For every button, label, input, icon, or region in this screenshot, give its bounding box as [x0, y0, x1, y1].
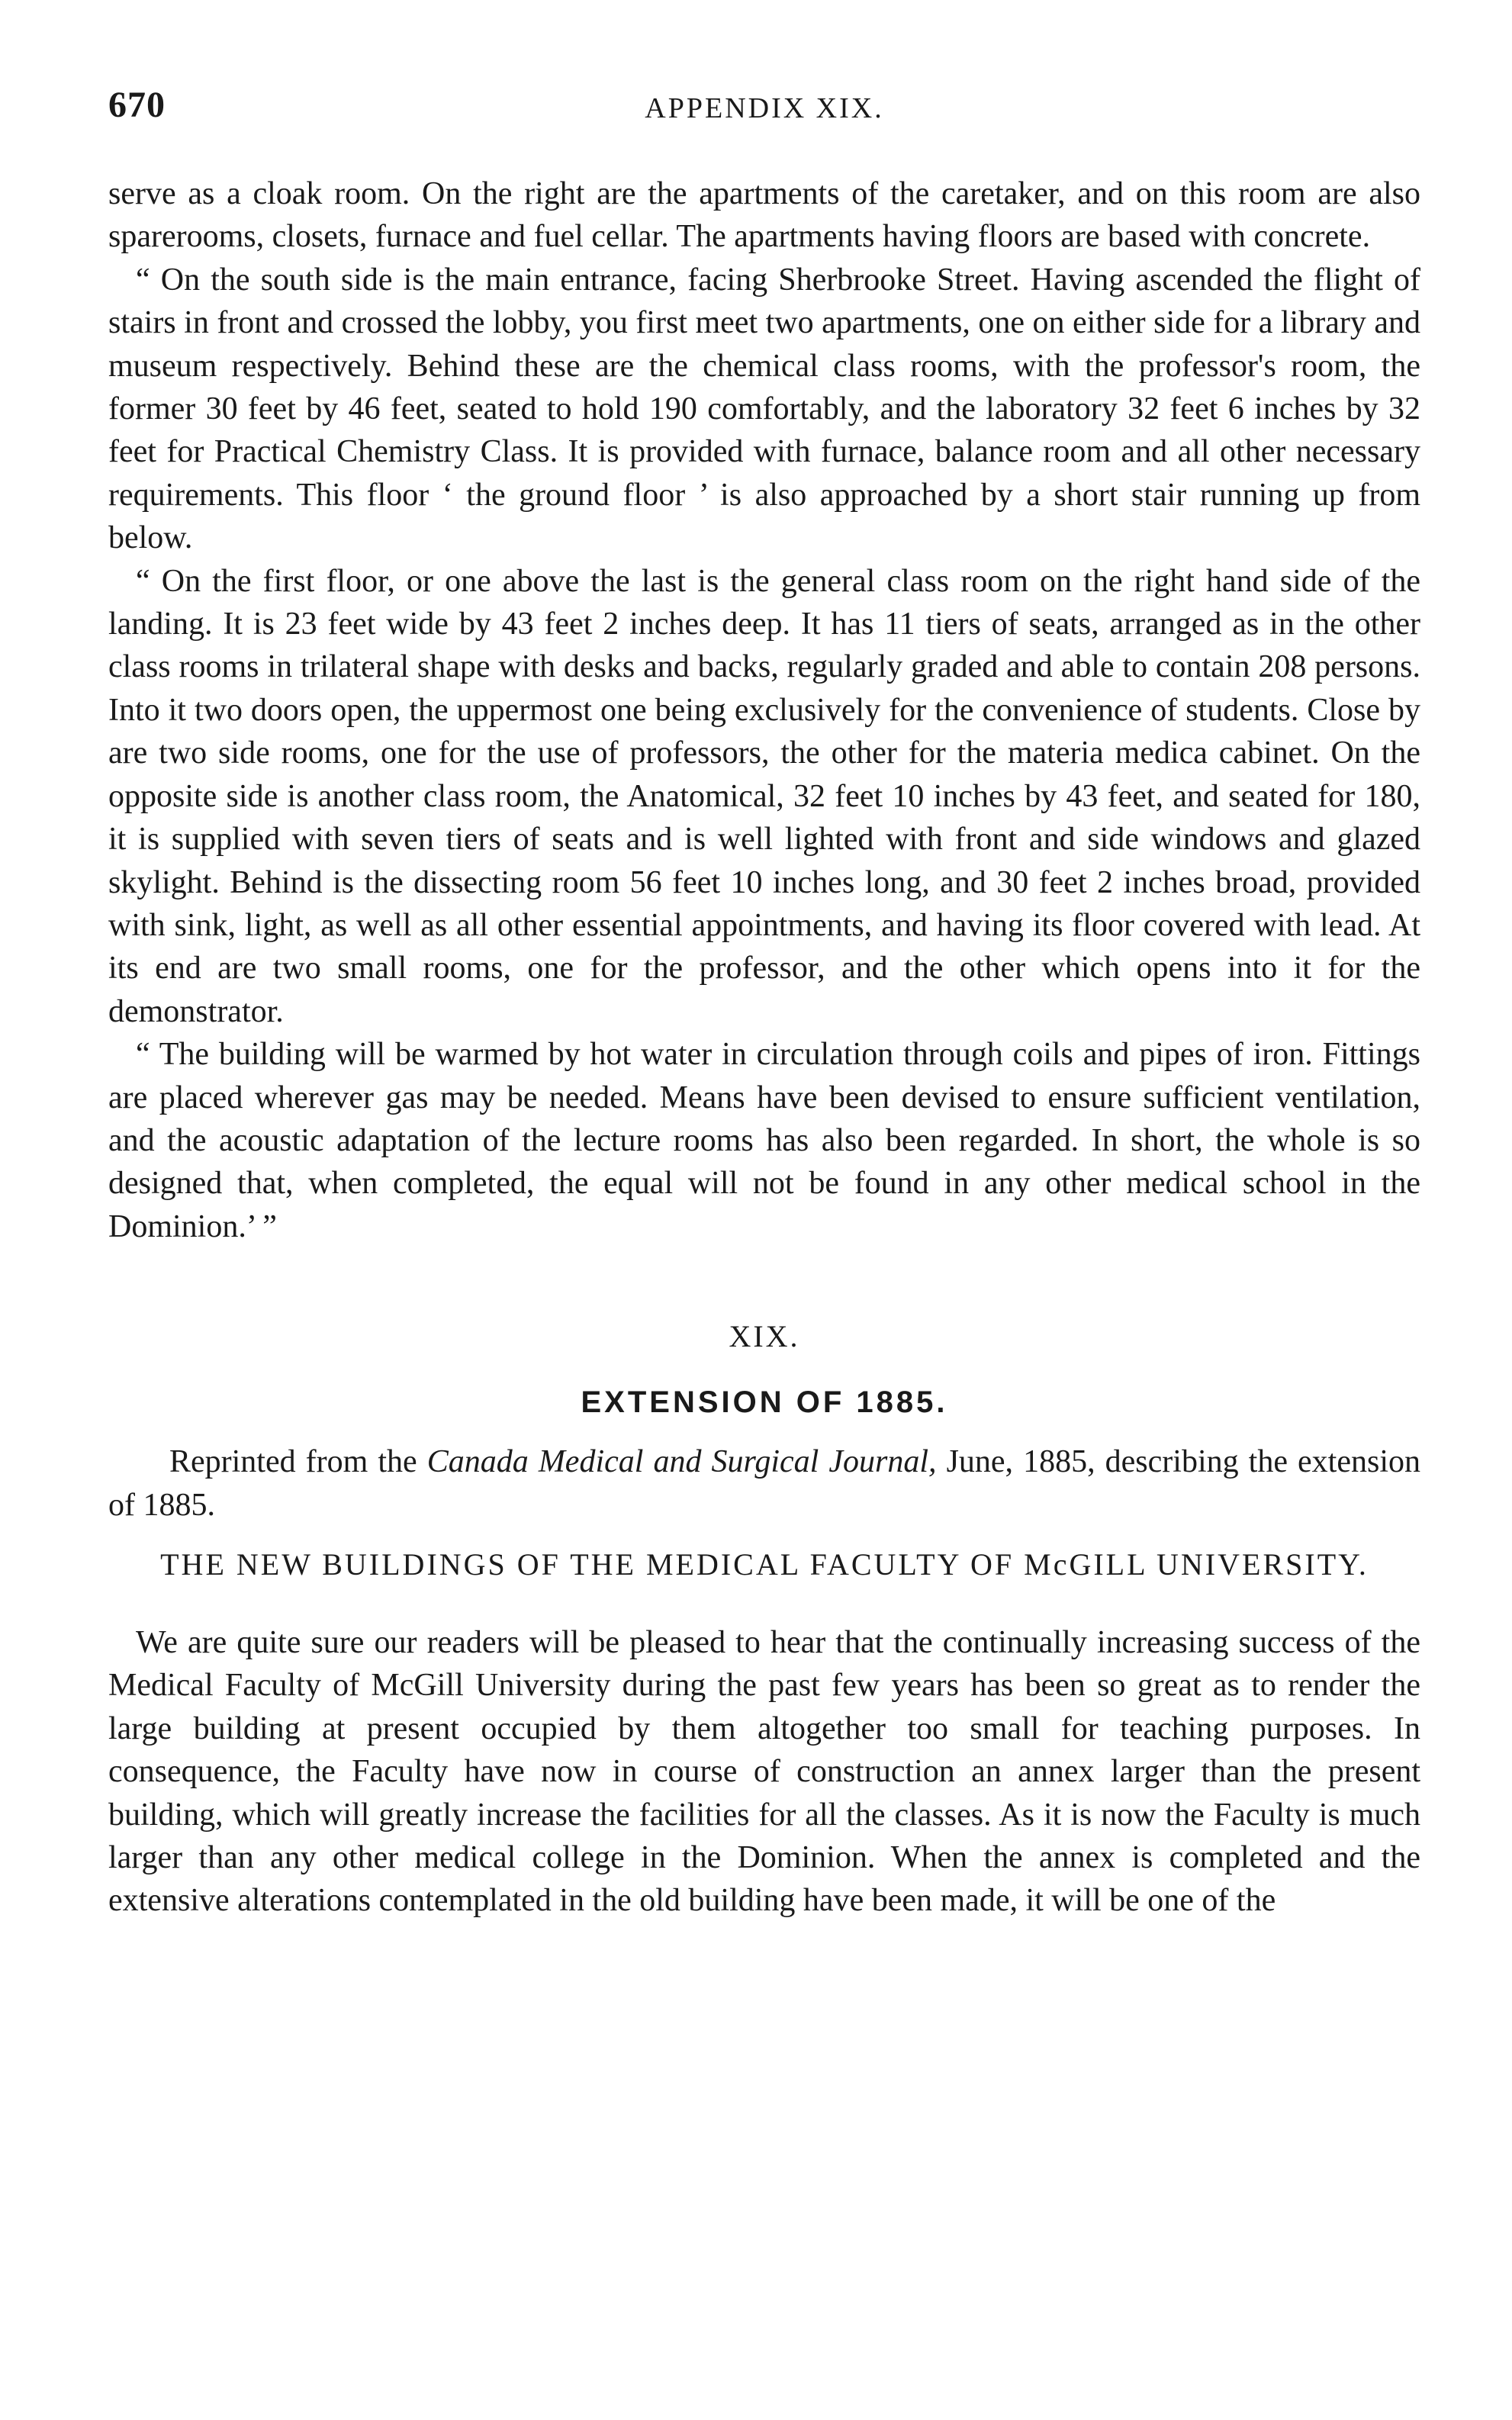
paragraph-first-floor: “ On the first floor, or one above the last is the general class room on the right hand side of the landing. It is 23 feet wide by 43 feet 2 inches deep. It has 11 tiers of seats, arranged as in the other class rooms in trilateral shape with desks and backs, regularly graded and able to contain 208 persons. Into it two doors open, the uppermost one being exclusively for the convenience of students. Close by are two side rooms, one for the use of professors, the other for the materia medica cabinet. On the opposite side is another class room, the Anatomical, 32 feet 10 inches by 43 feet, and seated for 180, it is supplied with seven tiers of seats and is well lighted with front and side windows and glazed skylight. Behind is the dissecting room 56 feet 10 inches long, and 30 feet 2 inches broad, provided with sink, light, as well as all other essential appointments, and having its floor covered with lead. At its end are two small rooms, one for the professor, and the other which opens into it for the demonstrator. — [108, 563, 1420, 1029]
paragraph-south-side-entrance: “ On the south side is the main entrance, facing Sherbrooke Street. Having ascended the flight of stairs in front and crossed the lobby, you first meet two apartments, one on either side for a library and museum respectively. Behind these are the chemical class rooms, with the professor's room, the former 30 feet by 46 feet, seated to hold 190 comfortably, and the laboratory 32 feet 6 inches by 32 feet for Practical Chemistry Class. It is provided with furnace, balance room and all other necessary requirements. This floor ‘ the ground floor ’ is also approached by a short stair running up from below. — [108, 262, 1420, 556]
book-page — [108, 84, 1420, 1923]
article-title: THE NEW BUILDINGS OF THE MEDICAL FACULTY OF McGILL UNIVERSITY. — [160, 1546, 1369, 1582]
section-heading: EXTENSION OF 1885. — [581, 1385, 948, 1420]
reprint-note — [108, 1440, 1420, 1527]
running-title: APPENDIX XIX. — [645, 92, 884, 124]
section-number: XIX. — [729, 1319, 800, 1354]
journal-title: Canada Medical and Surgical Journal, — [426, 1444, 937, 1480]
running-head — [108, 84, 1420, 145]
paragraph-heating-ventilation: “ The building will be warmed by hot water in circulation through coils and pipes of iron. Fittings are placed wherever gas may be needed. Means have been devised to ensure sufficient ventilation, and the acoustic adaptation of the lecture rooms has also been regarded. In short, the whole is so designed that, when completed, the equal will not be found in any other medical school in the Dominion.’ ” — [108, 1037, 1420, 1244]
reprint-suffix: June, 1885, describing the extension of 1885. — [108, 1444, 1421, 1523]
reprint-prefix: Reprinted from the — [169, 1444, 427, 1480]
page-number: 670 — [108, 85, 166, 125]
paragraph-new-buildings: We are quite sure our readers will be pleased to hear that the continually increasing success of the Medical Faculty of McGill University during the past few years has been so great as to render the large building at present occupied by them altogether too small for teaching purposes. In consequence, the Faculty have now in course of construction an annex larger than the present building, which will greatly increase the facilities for all the classes. As it is now the Faculty is much larger than any other medical college in the Dominion. When the annex is completed and the extensive alterations contemplated in the old building have been made, it will be one of the — [108, 1624, 1420, 1919]
paragraph-cloak-room: serve as a cloak room. On the right are the apartments of the caretaker, and on this room are also sparerooms, closets, furnace and fuel cellar. The apartments having floors are based with concrete. — [108, 176, 1420, 255]
